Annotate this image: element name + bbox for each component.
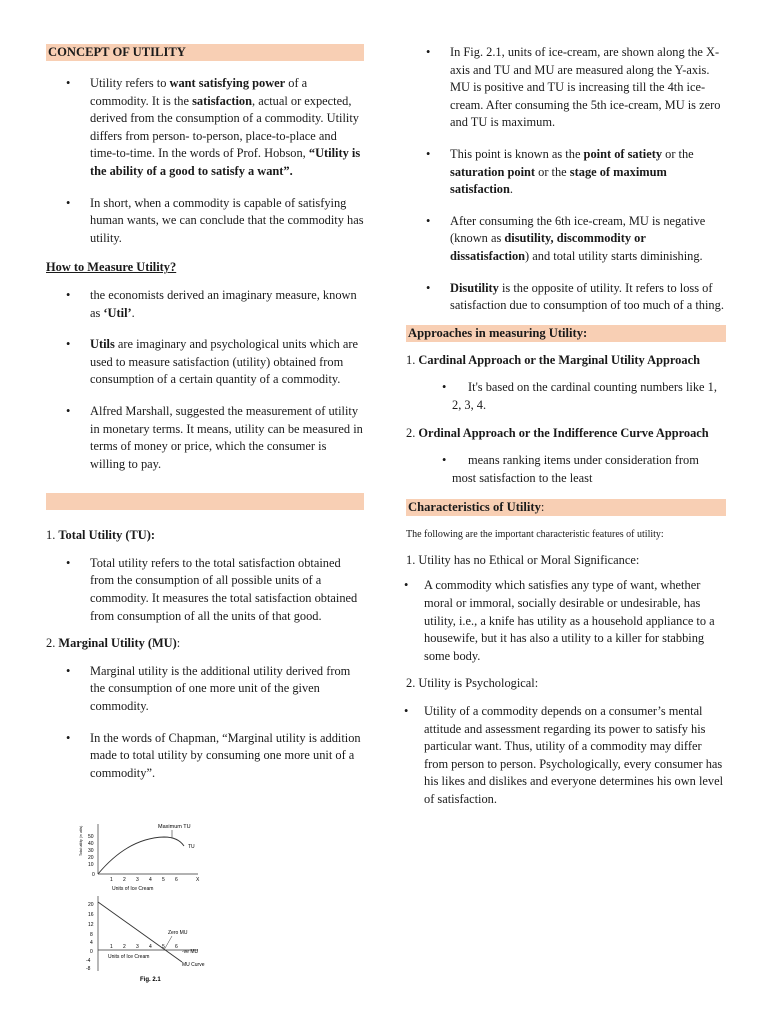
label-zero-mu: Zero MU — [168, 930, 188, 936]
list-item: • Utils are imaginary and psychological units which are used to measure satisfaction (utility) obtained from consumption of a certain quantity of a commodity. — [46, 336, 364, 389]
psychological-bullet-list — [406, 703, 726, 809]
marginal-utility-bullet-list — [46, 663, 364, 783]
tick-label: 50 — [88, 834, 94, 840]
cardinal-bullet-list — [406, 379, 726, 414]
top-y-ticks — [88, 834, 95, 878]
heading-no-ethical-significance: 1. Utility has no Ethical or Moral Significance: — [406, 552, 640, 567]
tick-label: 6 — [175, 944, 178, 950]
list-item: • Marginal utility is the additional utility derived from the consumption of one more unit of the given commodity. — [46, 663, 364, 716]
tick-label: -4 — [86, 958, 91, 964]
tick-label: 4 — [149, 944, 152, 950]
label-tu: TU — [188, 844, 195, 850]
measure-bullet-list — [46, 287, 364, 473]
tick-label: 40 — [88, 841, 94, 847]
bottom-y-ticks — [86, 902, 94, 972]
tick-label: 2 — [123, 944, 126, 950]
label-maximum-tu: Maximum TU — [158, 824, 191, 830]
tick-label: 5 — [162, 944, 165, 950]
tick-label: 12 — [88, 922, 94, 928]
list-item: • Alfred Marshall, suggested the measurement of utility in monetary terms. It means, utility can be measured in terms of money or price, which the consumer is willing to pay. — [46, 403, 364, 473]
tick-label: 4 — [90, 940, 93, 946]
label-mu-curve: MU Curve — [182, 962, 205, 968]
top-x-axis-label: Units of Ice Cream — [112, 886, 154, 892]
right-column — [406, 44, 726, 809]
heading-ordinal-approach: 2. Ordinal Approach or the Indifference Curve Approach — [406, 425, 709, 440]
label-negative-mu: -ve MU — [182, 949, 199, 955]
heading-how-to-measure-utility: How to Measure Utility? — [46, 260, 177, 275]
left-column — [46, 44, 364, 782]
tu-curve — [98, 837, 184, 874]
heading-marginal-utility: 2. Marginal Utility (MU): — [46, 636, 181, 651]
section-title-characteristics: Characteristics of Utility: — [406, 499, 726, 516]
heading-utility-is-psychological: 2. Utility is Psychological: — [406, 676, 539, 691]
list-item: • In Fig. 2.1, units of ice-cream, are shown along the X-axis and TU and MU are measured along the Y-axis. MU is positive and TU is increasing till the 4th ice-cream. After consuming the 5th ice-cream, MU is zero and TU is maximum. — [406, 44, 726, 132]
tick-label: 3 — [136, 877, 139, 883]
heading-cardinal-approach: 1. Cardinal Approach or the Marginal Utility Approach — [406, 352, 700, 367]
tick-label: 20 — [88, 902, 94, 908]
list-item: • Disutility is the opposite of utility. It refers to loss of satisfaction due to consumption of too much of a thing. — [406, 280, 726, 315]
figure-caption: Fig. 2.1 — [140, 977, 161, 983]
bottom-x-axis-label: Units of Ice Cream — [108, 954, 150, 960]
zero-mu-pointer — [164, 936, 172, 950]
tick-label: X — [196, 877, 200, 883]
concept-bullet-list — [46, 75, 364, 247]
list-item: • In short, when a commodity is capable of satisfying human wants, we can conclude that the commodity has utility. — [46, 195, 364, 248]
tick-label: 3 — [136, 944, 139, 950]
tick-label: 20 — [88, 855, 94, 861]
tick-label: 10 — [88, 862, 94, 868]
total-utility-bullet-list — [46, 555, 364, 625]
list-item: • Total utility refers to the total satisfaction obtained from the consumption of all possible units of a commodity. It measures the total satisfaction obtained from consumption of all the units of that good. — [46, 555, 364, 625]
tick-label: 2 — [123, 877, 126, 883]
tick-label: 1 — [110, 877, 113, 883]
figure-explanation-bullet-list — [406, 44, 726, 315]
list-item: • means ranking items under consideration from most satisfaction to the least — [406, 452, 726, 487]
list-item: • the economists derived an imaginary measure, known as ‘Util’. — [46, 287, 364, 322]
top-y-axis-label: Total utility (in utils) — [79, 825, 83, 856]
characteristics-intro: The following are the important characteristic features of utility: — [406, 529, 664, 541]
figure-tu-mu-curves — [78, 816, 228, 986]
tick-label: 30 — [88, 848, 94, 854]
ordinal-bullet-list — [406, 452, 726, 487]
bottom-x-ticks — [110, 944, 178, 950]
empty-highlight-band — [46, 493, 364, 510]
tick-label: 16 — [88, 912, 94, 918]
section-title-approaches: Approaches in measuring Utility: — [406, 325, 726, 342]
ethical-bullet-list — [406, 577, 726, 665]
top-x-ticks — [110, 877, 200, 883]
list-item: • A commodity which satisfies any type of want, whether moral or immoral, socially desirable or undesirable, has utility, i.e., a knife has utility as a household appliance to a housewife, but it has also a utility to a killer for stabbing some body. — [406, 577, 726, 665]
tu-mu-diagram — [78, 816, 228, 986]
tick-label: 0 — [90, 949, 93, 955]
tick-label: -8 — [86, 966, 91, 972]
heading-total-utility: 1. Total Utility (TU): — [46, 528, 155, 543]
list-item: • It's based on the cardinal counting numbers like 1, 2, 3, 4. — [406, 379, 726, 414]
tick-label: 5 — [162, 877, 165, 883]
list-item: • After consuming the 6th ice-cream, MU is negative (known as disutility, discommodity or dissatisfaction) and total utility starts diminishing. — [406, 213, 726, 266]
tick-label: 4 — [149, 877, 152, 883]
section-title-concept-of-utility: CONCEPT OF UTILITY — [46, 44, 364, 61]
tick-label: 8 — [90, 932, 93, 938]
list-item: • In the words of Chapman, “Marginal utility is addition made to total utility by consuming one more unit of a commodity”. — [46, 730, 364, 783]
tick-label: 1 — [110, 944, 113, 950]
list-item: • This point is known as the point of satiety or the saturation point or the stage of maximum satisfaction. — [406, 146, 726, 199]
tick-label: 0 — [92, 872, 95, 878]
list-item: • Utility refers to want satisfying power of a commodity. It is the satisfaction, actual or expected, derived from the consumption of a commodity. Utility differs from person- to-person, place-to-place and time-to-time. In the words of Prof. Hobson, “Utility is the ability of a good to satisfy a want”. — [46, 75, 364, 181]
list-item: • Utility of a commodity depends on a consumer’s mental attitude and assessment regarding its power to satisfy his particular want. Thus, utility of a commodity may differ from person to person. Psychologically, every consumer has his likes and dislikes and everyone determines his own level of satisfaction. — [406, 703, 726, 809]
tick-label: 6 — [175, 877, 178, 883]
